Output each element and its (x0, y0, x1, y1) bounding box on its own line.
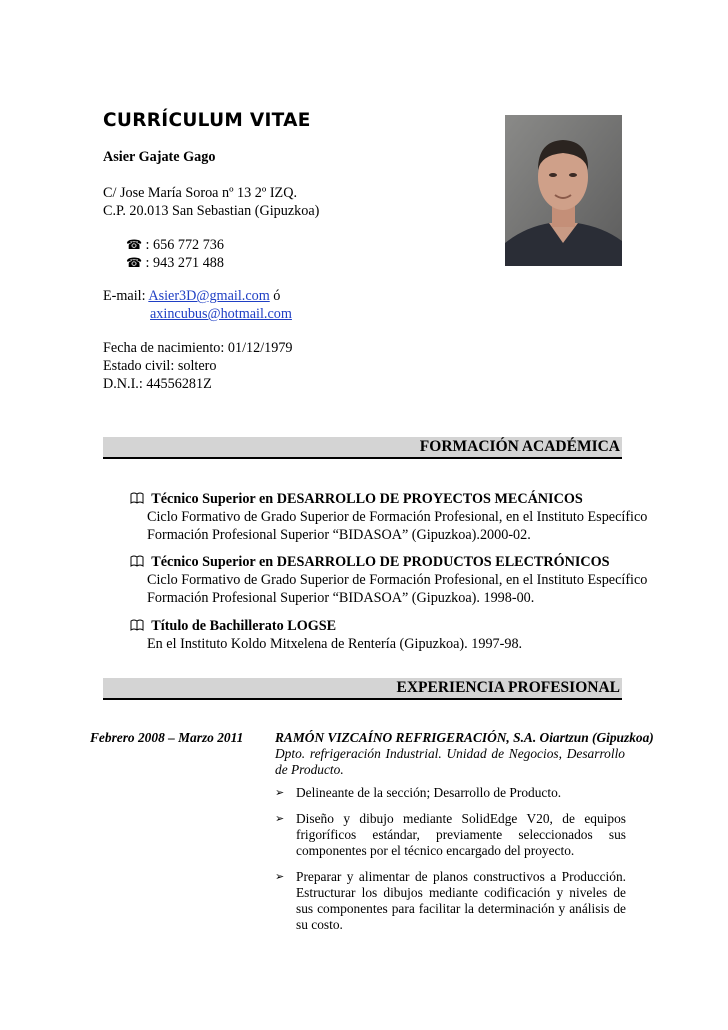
job-date-range: Febrero 2008 – Marzo 2011 (90, 730, 244, 745)
experience-section-title: EXPERIENCIA PROFESIONAL (396, 679, 620, 696)
education-title: Técnico Superior en DESARROLLO DE PRODUCTOS ELECTRÓNICOS (151, 554, 610, 570)
phone-number-1: : 656 772 736 (145, 237, 224, 253)
education-item-title-row (130, 617, 630, 635)
full-name: Asier Gajate Gago (103, 149, 216, 165)
phone-icon: ☎ (126, 255, 143, 270)
education-section-header (103, 437, 622, 459)
task-item (275, 869, 626, 933)
email-row (103, 287, 280, 305)
email-row-2 (150, 305, 292, 323)
arrow-bullet-icon: ➢ (275, 787, 285, 799)
task-item (275, 811, 626, 859)
education-detail: Formación Profesional Superior “BIDASOA” (Gipuzkoa).2000-02. (147, 527, 531, 543)
email-label: E-mail: (103, 288, 146, 304)
address-line-1: C/ Jose María Soroa nº 13 2º IZQ. (103, 185, 297, 201)
book-icon (130, 492, 144, 504)
phone-row-1 (126, 236, 224, 254)
book-icon (130, 619, 144, 631)
education-section-title: FORMACIÓN ACADÉMICA (419, 438, 620, 455)
page-title: CURRÍCULUM VITAE (103, 110, 311, 131)
education-item (130, 617, 630, 653)
experience-section-header (103, 678, 622, 700)
arrow-bullet-icon: ➢ (275, 871, 285, 883)
education-detail: Ciclo Formativo de Grado Superior de Formación Profesional, en el Instituto Específico (147, 509, 648, 525)
education-item-title-row (130, 490, 630, 508)
education-item-title-row (130, 553, 630, 571)
education-title: Título de Bachillerato LOGSE (151, 618, 337, 634)
task-item (275, 785, 626, 801)
birth-date: Fecha de nacimiento: 01/12/1979 (103, 340, 293, 356)
education-item (130, 553, 648, 607)
portrait-image (505, 115, 622, 266)
education-detail: En el Instituto Koldo Mitxelena de Rentería (Gipuzkoa). 1997-98. (147, 636, 523, 652)
job-department: Dpto. refrigeración Industrial. Unidad de Negocios, Desarrollo de Producto. (275, 746, 625, 777)
education-item (130, 490, 648, 544)
arrow-bullet-icon: ➢ (275, 813, 285, 825)
civil-status: Estado civil: soltero (103, 358, 217, 374)
email-separator: ó (269, 288, 281, 304)
task-text: Delineante de la sección; Desarrollo de Producto. (296, 785, 562, 800)
phone-number-2: : 943 271 488 (145, 255, 224, 271)
profile-photo (505, 115, 622, 266)
dni: D.N.I.: 44556281Z (103, 376, 212, 392)
email-link-2[interactable]: axincubus@hotmail.com (150, 306, 292, 322)
email-link-1[interactable]: Asier3D@gmail.com (148, 288, 270, 304)
job-company: RAMÓN VIZCAÍNO REFRIGERACIÓN, S.A. Oiartzun (Gipuzkoa) (275, 730, 654, 745)
phone-icon: ☎ (126, 237, 143, 252)
task-text: Preparar y alimentar de planos constructivos a Producción. Estructurar los dibujos mediante codificación y niveles de sus componentes para facilitar la determinación y análisis de su costo. (296, 869, 626, 932)
education-detail: Formación Profesional Superior “BIDASOA” (Gipuzkoa). 1998-00. (147, 590, 535, 606)
education-detail: Ciclo Formativo de Grado Superior de Formación Profesional, en el Instituto Específico (147, 572, 648, 588)
education-title: Técnico Superior en DESARROLLO DE PROYECTOS MECÁNICOS (151, 491, 583, 507)
book-icon (130, 555, 144, 567)
address-line-2: C.P. 20.013 San Sebastian (Gipuzkoa) (103, 203, 320, 219)
task-text: Diseño y dibujo mediante SolidEdge V20, de equipos frigoríficos estándar, previamente seleccionados sus componentes por el técnico encargado del proyecto. (296, 811, 626, 858)
job-details (275, 730, 654, 778)
phone-row-2 (126, 254, 224, 272)
